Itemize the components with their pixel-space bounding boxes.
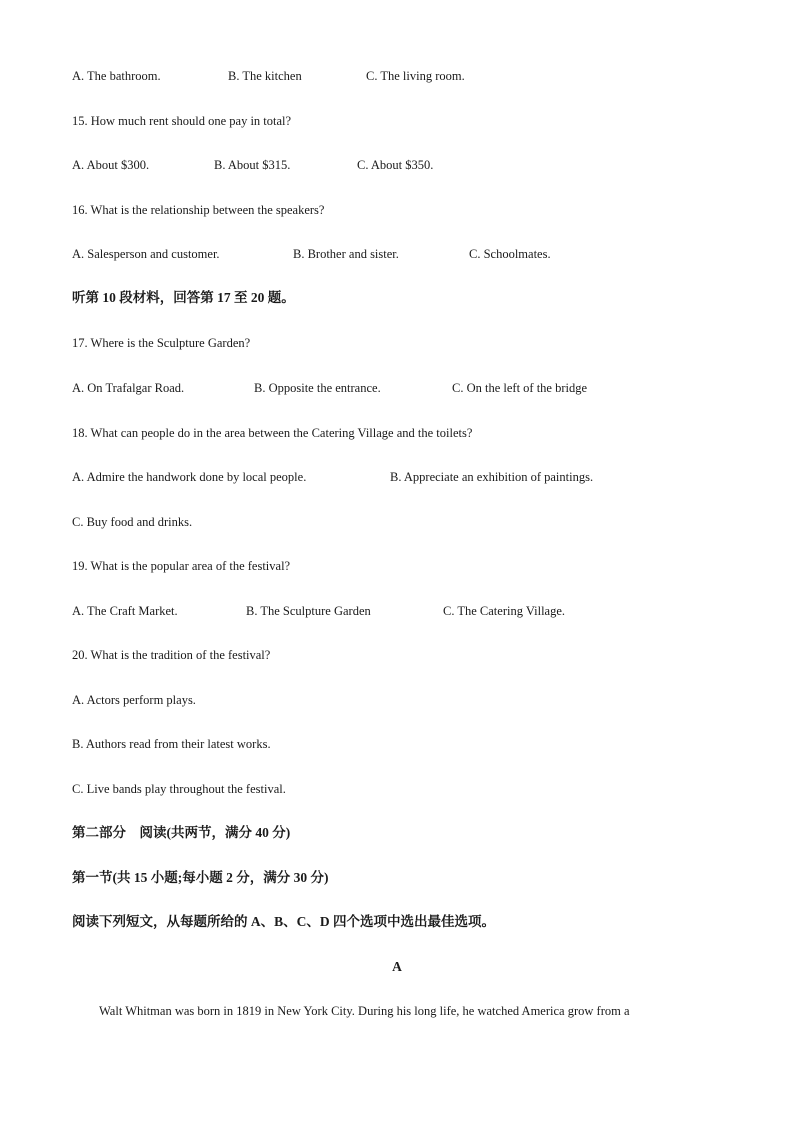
q17-question: 17. Where is the Sculpture Garden? [72,336,251,350]
section10-heading: 听第 10 段材料，回答第 17 至 20 题。 [72,290,295,305]
q17-option-a: A. On Trafalgar Road. [72,381,185,395]
passage-a-title: A [392,959,402,974]
passage-a-first-line: Walt Whitman was born in 1819 in New York City. During his long life, he watched America grow from a [99,1004,630,1018]
q19-option-b: B. The Sculpture Garden [246,604,371,618]
q15-question: 15. How much rent should one pay in total? [72,114,292,128]
q19-question: 19. What is the popular area of the festival? [72,559,291,573]
q17-option-b: B. Opposite the entrance. [254,381,381,395]
q16-question: 16. What is the relationship between the speakers? [72,203,325,217]
q15-option-a: A. About $300. [72,158,150,172]
q14-option-c: C. The living room. [366,69,465,83]
q17-option-c: C. On the left of the bridge [452,381,588,395]
q15-option-b: B. About $315. [214,158,291,172]
q16-option-a: A. Salesperson and customer. [72,247,220,261]
q14-option-b: B. The kitchen [228,69,302,83]
q16-option-b: B. Brother and sister. [293,247,399,261]
q18-option-c: C. Buy food and drinks. [72,515,193,529]
q18-question: 18. What can people do in the area between the Catering Village and the toilets? [72,426,473,440]
q18-option-b: B. Appreciate an exhibition of paintings. [390,470,594,484]
q19-option-a: A. The Craft Market. [72,604,178,618]
part2-heading: 第二部分 阅读(共两节，满分 40 分) [72,825,291,840]
q20-option-b: B. Authors read from their latest works. [72,737,271,751]
q18-option-a: A. Admire the handwork done by local people. [72,470,307,484]
q14-option-a: A. The bathroom. [72,69,161,83]
q20-question: 20. What is the tradition of the festival? [72,648,271,662]
part2-instruction: 阅读下列短文，从每题所给的 A、B、C、D 四个选项中选出最佳选项。 [72,914,496,929]
part2-section1-heading: 第一节(共 15 小题;每小题 2 分，满分 30 分) [72,870,329,885]
q15-option-c: C. About $350. [357,158,434,172]
q20-option-c: C. Live bands play throughout the festival. [72,782,286,796]
q16-option-c: C. Schoolmates. [469,247,551,261]
q20-option-a: A. Actors perform plays. [72,693,196,707]
q19-option-c: C. The Catering Village. [443,604,566,618]
